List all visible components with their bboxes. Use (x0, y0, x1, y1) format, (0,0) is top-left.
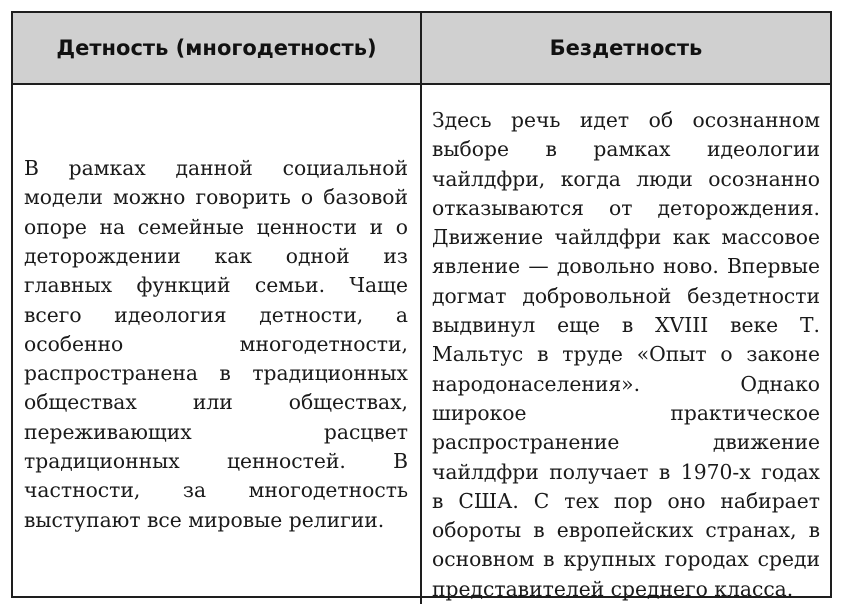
header-childlessness (422, 13, 830, 85)
cell-childfulness (13, 85, 422, 604)
cell-childlessness (422, 85, 830, 604)
comparison-table (11, 11, 832, 601)
header-childfulness (13, 13, 422, 85)
header-childlessness-label: Бездетность (549, 36, 703, 60)
cell-childfulness-text: В рамках данной социальной модели можно говорить о базовой опоре на семейные ценности и о деторождении как одной из главных функций семьи. Чаще всего идеология детности, а особенно многодетности, распространена в традиционных обществах или обществах, переживающих расцвет традиционных ценностей. В частности, за многодетность выступают все мировые религии. (24, 156, 408, 532)
header-childfulness-label: Детность (многодетность) (56, 36, 377, 60)
cell-childlessness-text: Здесь речь идет об осознанном выборе в рамках идеологии чайлдфри, когда люди осознанно отказываются от деторождения. Движение чайлдфри как массовое явление — довольно ново. Впервые догмат добровольной бездетности выдвинул еще в XVIII веке Т. Мальтус в труде «Опыт о законе народонаселения». Однако широкое практическое распространение движение чайлдфри получает в 1970-х годах в США. С тех пор оно набирает обороты в европейских странах, в основном в крупных городах среди представителей среднего класса. (432, 108, 820, 601)
